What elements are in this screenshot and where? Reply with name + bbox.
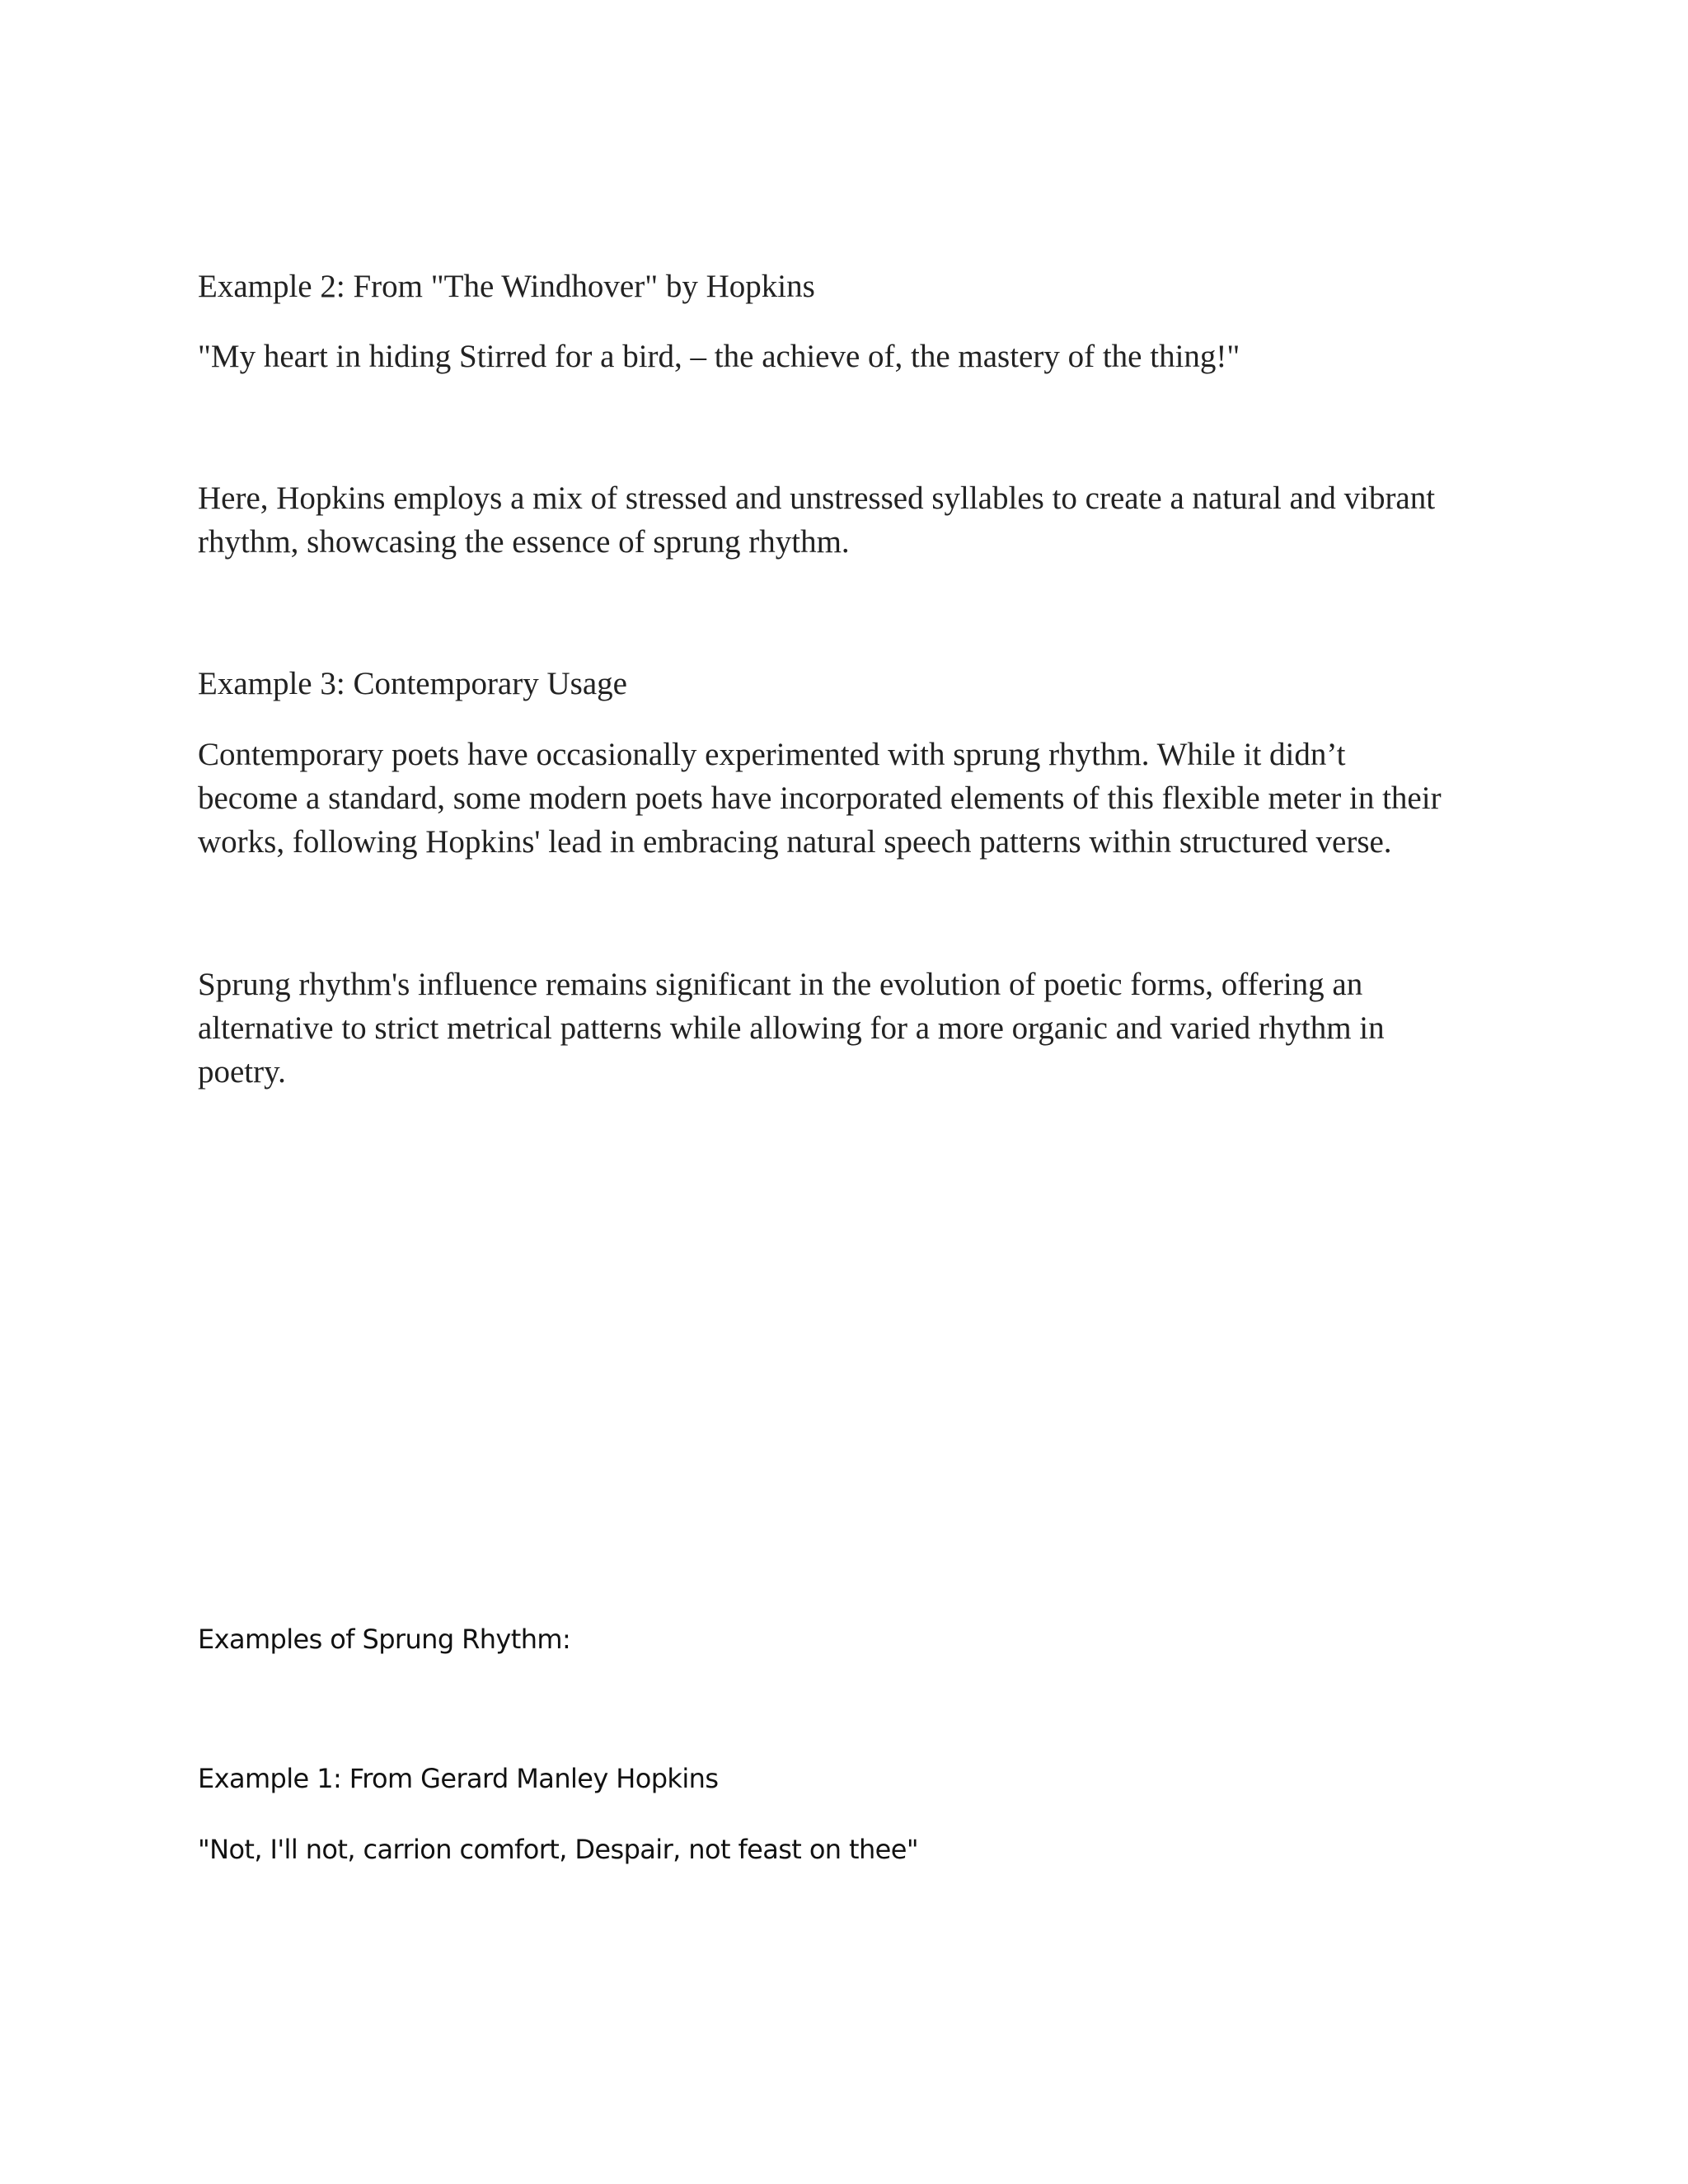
conclusion-line: Sprung rhythm's influence remains significant in the evolution of poetic forms, offering an xyxy=(198,967,1363,1002)
example3-body-line: become a standard, some modern poets have incorporated elements of this flexible meter in their xyxy=(198,780,1442,816)
example1-quote: "Not, I'll not, carrion comfort, Despair, not feast on thee" xyxy=(198,1834,918,1865)
example2-quote: "My heart in hiding Stirred for a bird, – the achieve of, the mastery of the thing!" xyxy=(198,339,1240,374)
conclusion-paragraph xyxy=(198,963,1533,1094)
example3-body xyxy=(198,733,1533,864)
conclusion-line: poetry. xyxy=(198,1054,286,1090)
example3-heading: Example 3: Contemporary Usage xyxy=(198,666,627,701)
example3-body-line: works, following Hopkins' lead in embracing natural speech patterns within structured verse. xyxy=(198,824,1392,860)
conclusion-line: alternative to strict metrical patterns while allowing for a more organic and varied rhythm in xyxy=(198,1010,1385,1046)
example2-heading: Example 2: From "The Windhover" by Hopkins xyxy=(198,269,815,304)
example2-commentary xyxy=(198,476,1533,564)
example1-heading: Example 1: From Gerard Manley Hopkins xyxy=(198,1763,719,1794)
example3-body-line: Contemporary poets have occasionally experimented with sprung rhythm. While it didn’t xyxy=(198,737,1346,772)
examples-heading: Examples of Sprung Rhythm: xyxy=(198,1624,571,1655)
example2-commentary-line: rhythm, showcasing the essence of sprung rhythm. xyxy=(198,524,850,560)
example2-commentary-line: Here, Hopkins employs a mix of stressed and unstressed syllables to create a natural and vibrant xyxy=(198,480,1436,516)
